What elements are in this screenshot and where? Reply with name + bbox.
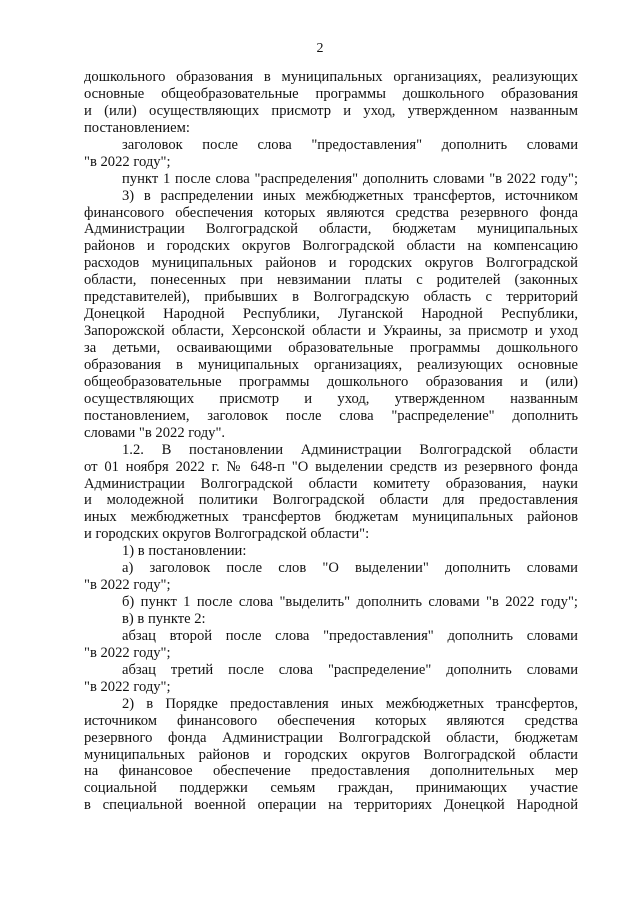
text-line: Донецкой Народной Республики, Луганской Народной Республики, [84,306,578,323]
text-line: в) в пункте 2: [122,611,206,627]
text-line: Администрации Волгоградской области, бюджетам муниципальных [84,221,578,238]
text-line: финансового обеспечения которых являются средства резервного фонда [84,204,578,221]
text-line: иных межбюджетных трансфертов бюджетам муниципальных районов [84,509,578,526]
text-line: б) пункт 1 после слова "выделить" дополнить словами "в 2022 году"; [122,594,578,611]
text-line: 1) в постановлении: [122,543,247,560]
text-line: "в 2022 году"; [84,644,171,661]
text-line: 1.2. В постановлении Администрации Волгоградской области [122,441,578,458]
text-line: районов и городских округов Волгоградской области на компенсацию [84,238,578,255]
text-line: основные общеобразовательные программы дошкольного образования [84,85,578,102]
text-line: "в 2022 году"; [84,153,171,170]
text-line: "в 2022 году"; [84,678,171,695]
text-line: а) заголовок после слов "О выделении" дополнить словами [122,560,578,577]
text-line: Запорожской области, Херсонской области и Украины, за присмотр и уход [84,323,578,340]
text-line: источником финансового обеспечения которых являются средства [84,712,578,729]
page-number: 2 [316,41,324,56]
text-line: и молодежной политики Волгоградской области для предоставления [84,492,578,509]
text-line: от 01 ноября 2022 г. № 648-п "О выделении средств из резервного фонда [84,458,578,475]
text-line: общеобразовательные программы дошкольного образования и (или) [84,373,578,390]
text-line: за детьми, осваивающими образовательные программы дошкольного [84,340,578,356]
text-line: "в 2022 году"; [84,577,171,594]
text-line: Администрации Волгоградской области комитету образования, науки [84,475,578,492]
text-line: дошкольного образования в муниципальных организациях, реализующих [84,69,578,85]
text-line: абзац второй после слова "предоставления" дополнить словами [122,627,578,644]
text-line: резервного фонда Администрации Волгоградской области, бюджетам [84,729,578,746]
text-line: и городских округов Волгоградской области": [84,526,370,543]
text-line: и (или) осуществляющих присмотр и уход, утвержденном названным [84,102,578,119]
text-line: расходов муниципальных районов и городских округов Волгоградской [84,255,578,272]
text-line: муниципальных районов и городских округов Волгоградской области [84,746,578,763]
text-line: на финансовое обеспечение предоставления дополнительных мер [84,763,578,780]
text-line: в специальной военной операции на территориях Донецкой Народной [84,797,578,814]
text-line: 2) в Порядке предоставления иных межбюджетных трансфертов, [122,695,578,712]
document-body [84,69,578,814]
text-line: социальной поддержки семьям граждан, принимающих участие [84,780,578,797]
text-line: 3) в распределении иных межбюджетных трансфертов, источником [122,187,578,204]
text-line: заголовок после слова "предоставления" дополнить словами [122,136,578,153]
text-line: представителей), прибывших в Волгоградскую область с территорий [84,289,578,306]
text-line: осуществляющих присмотр и уход, утвержденном названным [84,390,578,407]
text-line: области, понесенных при невзимании платы с родителей (законных [84,272,578,289]
text-line: постановлением, заголовок после слова "распределение" дополнить [84,407,578,424]
text-line: абзац третий после слова "распределение" дополнить словами [122,661,578,678]
text-line: пункт 1 после слова "распределения" дополнить словами "в 2022 году"; [122,170,578,187]
text-line: образования в муниципальных организациях, реализующих основные [84,356,578,373]
text-line: постановлением: [84,119,190,136]
text-line: словами "в 2022 году". [84,424,226,441]
